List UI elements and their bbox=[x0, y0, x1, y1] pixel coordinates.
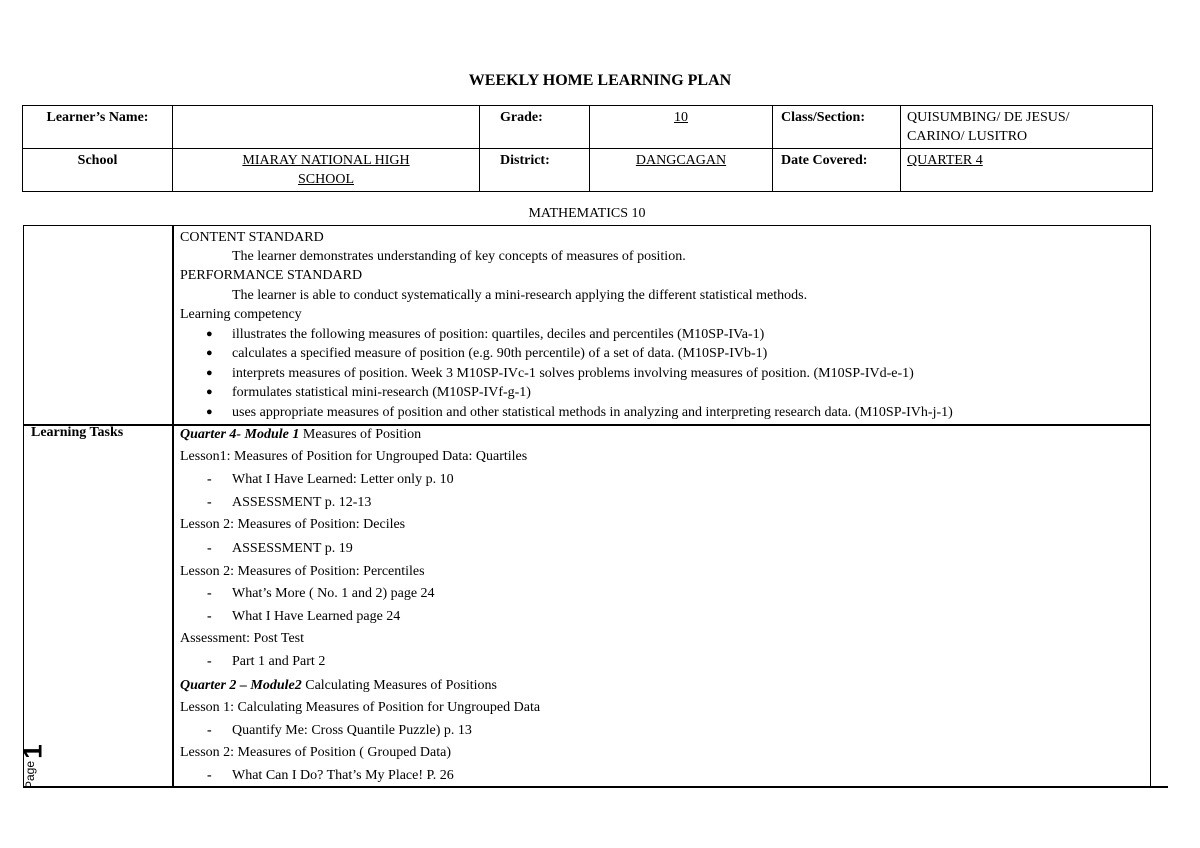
grade-value: 10 bbox=[590, 106, 773, 149]
performance-standard-text: The learner is able to conduct systematically a mini-research applying the different statistical methods. bbox=[232, 288, 808, 303]
competency-item: ● calculates a specified measure of position (e.g. 90th percentile) of a set of data. (M10SP-IVb-1) bbox=[232, 345, 767, 363]
task-item: - What Can I Do? That’s My Place! P. 26 bbox=[232, 767, 454, 785]
page-footer bbox=[17, 738, 50, 798]
school-value-line1: MIARAY NATIONAL HIGH bbox=[242, 153, 410, 168]
date-covered-value: QUARTER 4 bbox=[901, 149, 1153, 192]
class-section-value bbox=[901, 106, 1153, 149]
district-label: District: bbox=[480, 149, 590, 192]
page-number: 1 bbox=[17, 744, 48, 759]
school-value bbox=[173, 149, 480, 192]
competency-heading: Learning competency bbox=[180, 307, 302, 322]
lesson-heading: Lesson 2: Measures of Position: Deciles bbox=[180, 517, 406, 532]
module1-title: Quarter 4- Module 1 bbox=[180, 427, 300, 442]
column-divider bbox=[172, 225, 174, 788]
grade-label: Grade: bbox=[480, 106, 590, 149]
info-row-1 bbox=[23, 106, 1153, 149]
lesson-heading: Lesson 2: Measures of Position: Percentiles bbox=[180, 564, 425, 579]
competency-item: ● illustrates the following measures of position: quartiles, deciles and percentiles (M10SP-IVa-1) bbox=[232, 326, 764, 344]
school-label: School bbox=[23, 149, 173, 192]
competency-item: ● formulates statistical mini-research (M10SP-IVf-g-1) bbox=[232, 384, 531, 402]
learner-name-label: Learner’s Name: bbox=[23, 106, 173, 149]
task-item: - What I Have Learned: Letter only p. 10 bbox=[232, 471, 454, 489]
content-standard-text: The learner demonstrates understanding of key concepts of measures of position. bbox=[232, 249, 686, 264]
competency-item: ● uses appropriate measures of position and other statistical methods in analyzing and interpreting research data. (M10SP-IVh-j-1) bbox=[232, 404, 953, 422]
learning-tasks-label: Learning Tasks bbox=[31, 425, 124, 440]
performance-standard-heading: PERFORMANCE STANDARD bbox=[180, 268, 363, 283]
page-bottom-rule bbox=[23, 786, 1168, 788]
date-covered-label: Date Covered: bbox=[773, 149, 901, 192]
content-standard-heading: CONTENT STANDARD bbox=[180, 230, 324, 245]
class-section-value-line1: QUISUMBING/ DE JESUS/ bbox=[907, 110, 1070, 125]
competency-item: ● interprets measures of position. Week 3 M10SP-IVc-1 solves problems involving measures of position. (M10SP-IVd-e-1) bbox=[232, 365, 914, 383]
assessment-heading: Assessment: Post Test bbox=[180, 631, 304, 646]
learner-info-table bbox=[22, 105, 1153, 192]
school-value-line2: SCHOOL bbox=[297, 172, 354, 187]
task-item: - What I Have Learned page 24 bbox=[232, 608, 400, 626]
task-item: - Part 1 and Part 2 bbox=[232, 653, 325, 671]
task-item: - ASSESSMENT p. 19 bbox=[232, 540, 353, 558]
task-item: - What’s More ( No. 1 and 2) page 24 bbox=[232, 585, 435, 603]
lesson-heading: Lesson 2: Measures of Position ( Grouped Data) bbox=[180, 745, 452, 760]
task-item: - Quantify Me: Cross Quantile Puzzle) p. 13 bbox=[232, 722, 472, 740]
learner-name-value bbox=[173, 106, 480, 149]
module2-title: Quarter 2 – Module2 bbox=[180, 678, 302, 693]
document-title: WEEKLY HOME LEARNING PLAN bbox=[468, 72, 732, 89]
class-section-label: Class/Section: bbox=[773, 106, 901, 149]
module2-heading bbox=[180, 677, 497, 695]
info-row-2 bbox=[23, 149, 1153, 192]
class-section-value-line2: CARINO/ LUSITRO bbox=[907, 129, 1028, 144]
module1-heading bbox=[180, 426, 421, 444]
module1-subtitle: Measures of Position bbox=[299, 427, 422, 442]
lesson-heading: Lesson1: Measures of Position for Ungrouped Data: Quartiles bbox=[180, 449, 528, 464]
subject-heading: MATHEMATICS 10 bbox=[528, 206, 646, 221]
district-value: DANGCAGAN bbox=[590, 149, 773, 192]
task-item: - ASSESSMENT p. 12-13 bbox=[232, 494, 371, 512]
lesson-heading: Lesson 1: Calculating Measures of Position for Ungrouped Data bbox=[180, 700, 541, 715]
module2-subtitle: Calculating Measures of Positions bbox=[301, 678, 497, 693]
page-word: Page bbox=[23, 760, 38, 790]
